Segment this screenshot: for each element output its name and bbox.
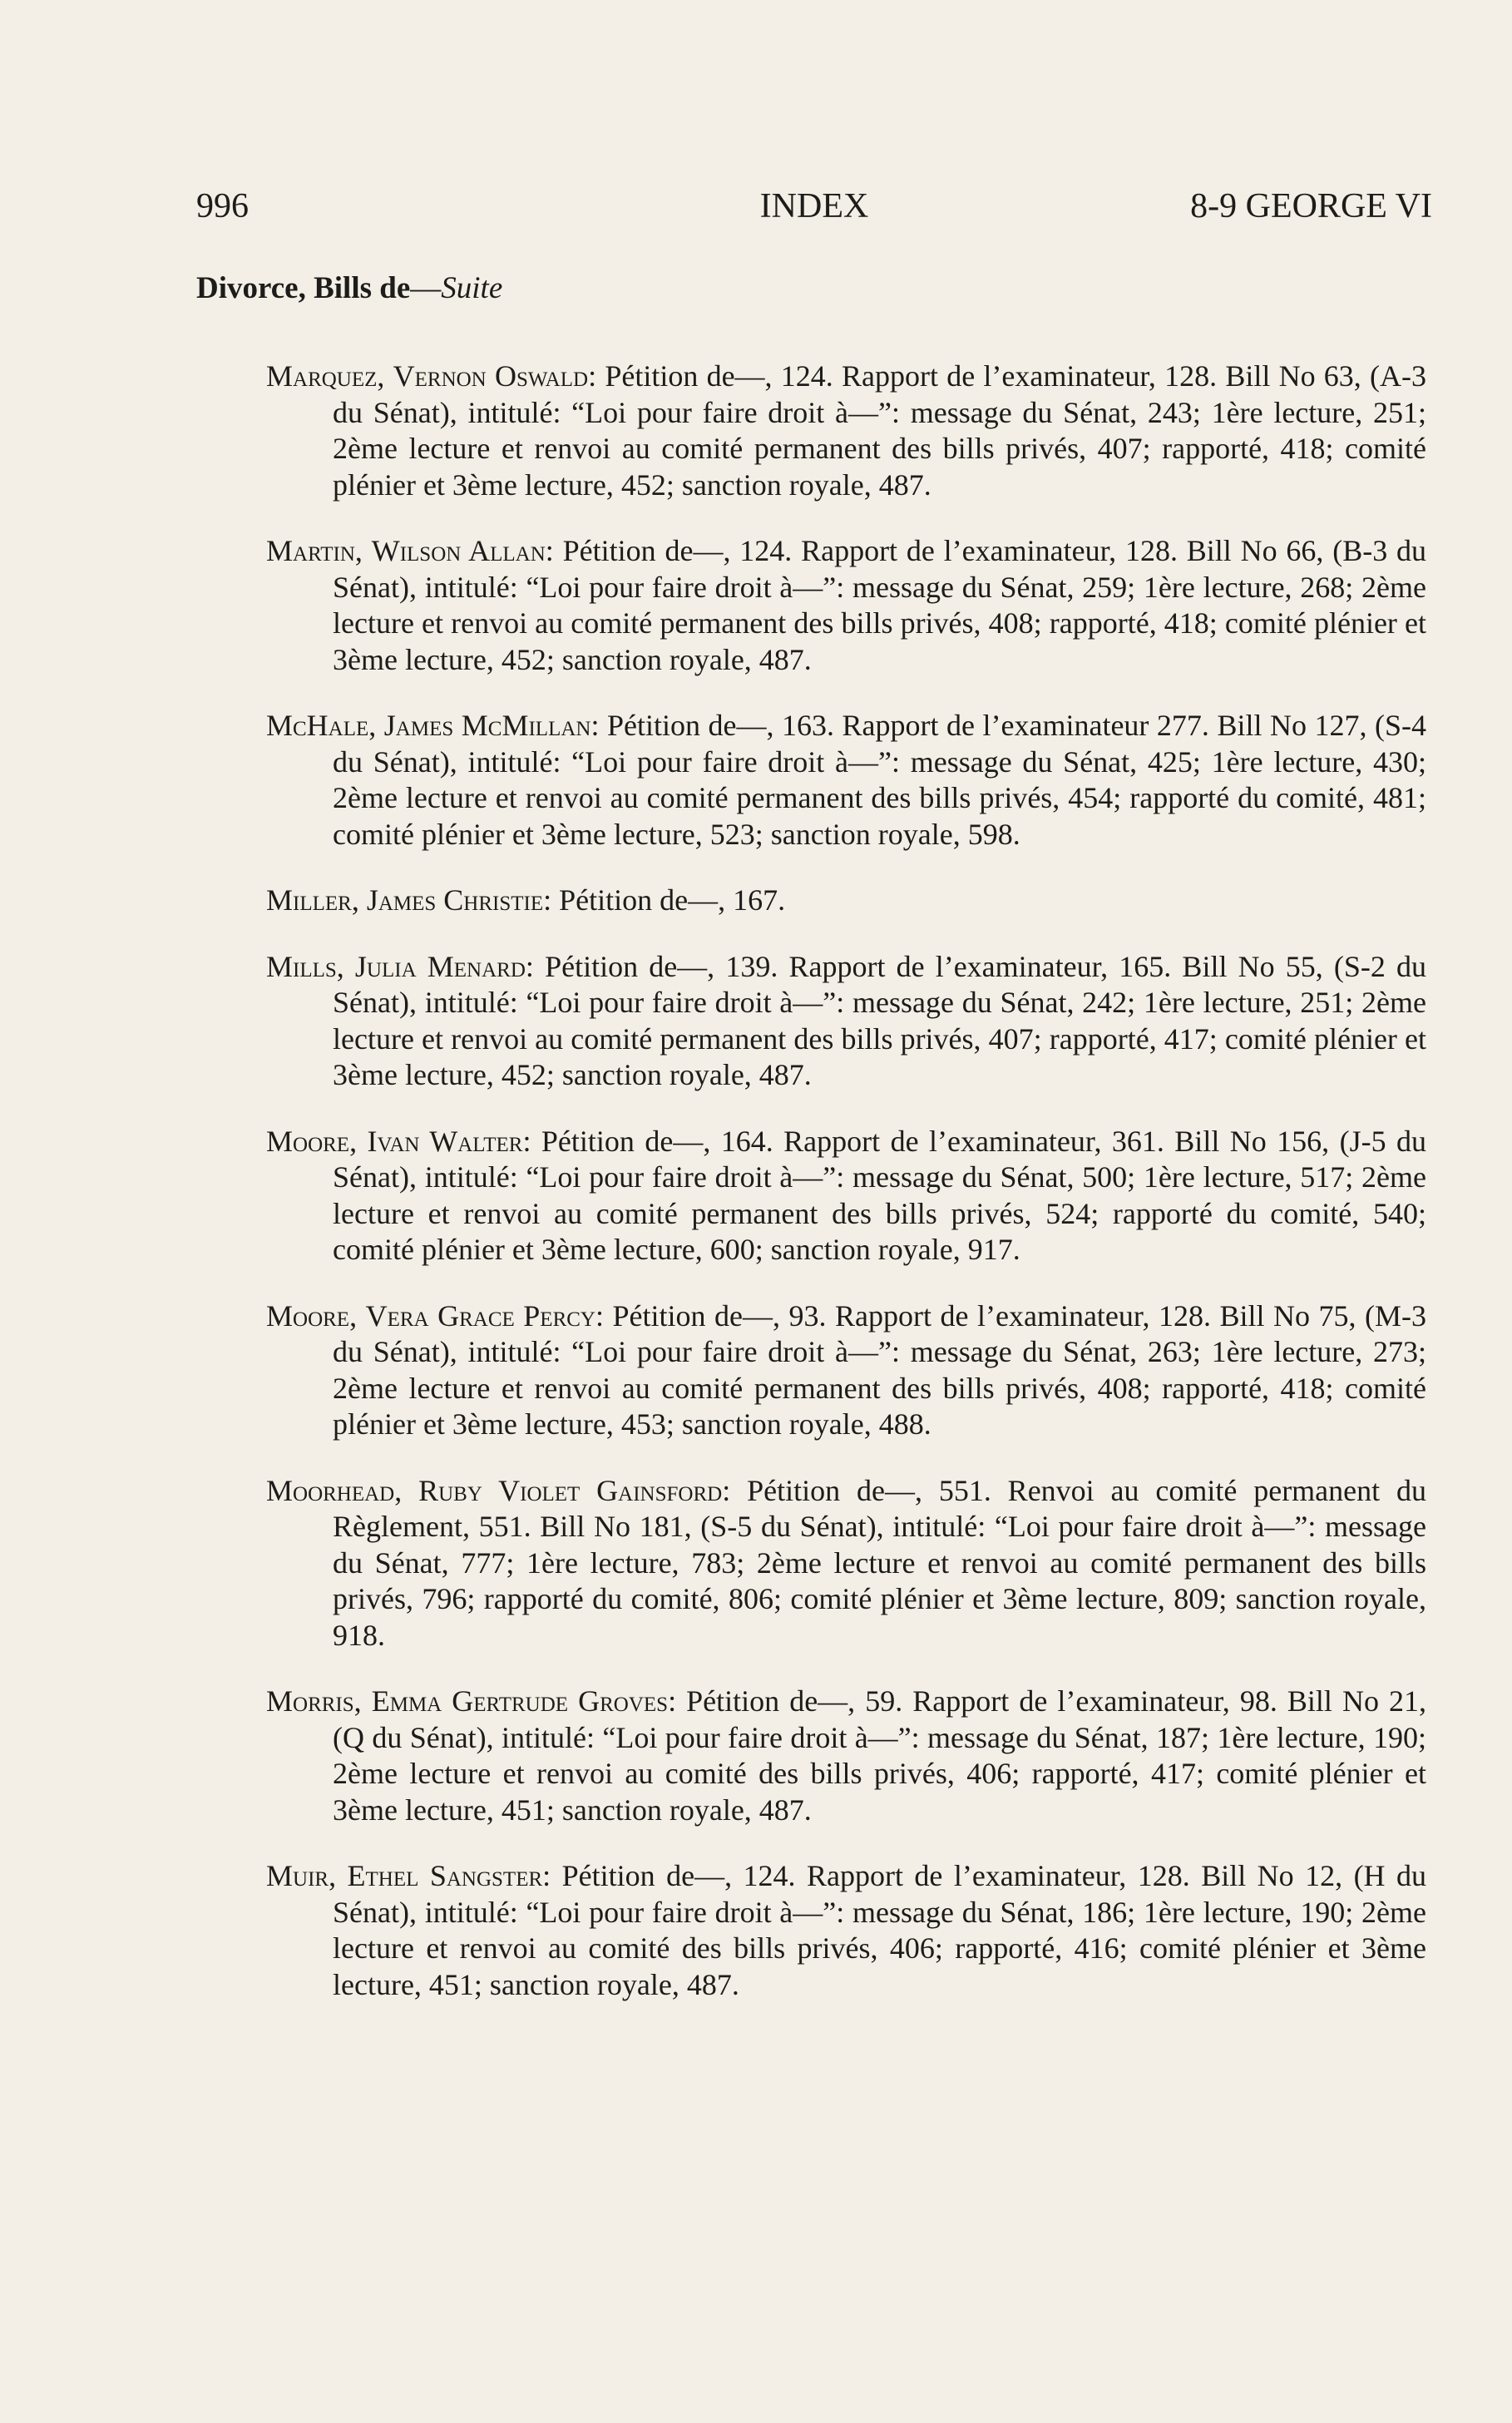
index-entry <box>266 708 1426 853</box>
page-number: 996 <box>196 187 249 225</box>
entry-colon: : <box>668 1684 677 1718</box>
entry-text: Pétition de—, 163. Rapport de l’examinateur 277. Bill No 127, (S-4 du Sénat), intitulé: “Loi pour faire droit à—”: message du Sénat, 425; 1ère lecture, 430; 2ème lecture et renvoi au comité permanent des bills privés, 454; rapporté du comité, 481; comité plénier et 3ème lecture, 523; sanction royale, 598. <box>333 709 1426 851</box>
entry-colon: : <box>545 534 554 567</box>
entry-surname: Martin, <box>266 534 363 567</box>
heading-dash: — <box>410 271 442 305</box>
index-entry <box>266 1473 1426 1654</box>
entry-surname: Moore, <box>266 1298 358 1333</box>
entry-surname: Marquez, <box>266 359 385 393</box>
section-heading <box>196 268 502 309</box>
entry-text: Pétition de—, 59. Rapport de l’examinateur, 98. Bill No 21, (Q du Sénat), intitulé: “Loi pour faire droit à—”: message du Sénat, 187; 1ère lecture, 190; 2ème lecture et renvoi au comité des bills privés, 406; rapporté, 417; comité plénier et 3ème lecture, 451; sanction royale, 487. <box>333 1684 1427 1827</box>
entry-given-names: Vera Grace Percy <box>365 1298 595 1333</box>
entry-given-names: Ethel Sangster <box>347 1859 543 1892</box>
entry-surname: Moorhead, <box>266 1473 403 1507</box>
index-entry <box>266 949 1426 1094</box>
entry-surname: Mills, <box>266 949 344 983</box>
index-entries <box>266 329 1426 2026</box>
index-entry <box>266 883 1426 919</box>
entry-surname: Moore, <box>266 1124 358 1158</box>
section-heading-main: Divorce, Bills de <box>196 271 411 305</box>
entry-text: Pétition de—, 93. Rapport de l’examinateur, 128. Bill No 75, (M-3 du Sénat), intitulé: “Loi pour faire droit à—”: message du Sénat, 263; 1ère lecture, 273; 2ème lecture et renvoi au comité permanent des bills privés, 408; rapporté, 418; comité plénier et 3ème lecture, 453; sanction royale, 488. <box>333 1298 1427 1441</box>
entry-given-names: James Christie <box>366 883 544 917</box>
entry-text: Pétition de—, 167. <box>559 883 786 917</box>
running-head <box>196 181 1432 231</box>
entry-text: Pétition de—, 124. Rapport de l’examinateur, 128. Bill No 63, (A-3 du Sénat), intitulé: “Loi pour faire droit à—”: message du Sénat, 243; 1ère lecture, 251; 2ème lecture et renvoi au comité permanent des bills privés, 407; rapporté, 418; comité plénier et 3ème lecture, 452; sanction royale, 487. <box>333 359 1427 502</box>
entry-colon: : <box>522 1124 531 1158</box>
index-entry <box>266 1858 1426 2003</box>
entry-given-names: Emma Gertrude Groves <box>371 1684 669 1718</box>
entry-text: Pétition de—, 124. Rapport de l’examinateur, 128. Bill No 66, (B-3 du Sénat), intitulé: “Loi pour faire droit à—”: message du Sénat, 259; 1ère lecture, 268; 2ème lecture et renvoi au comité permanent des bills privés, 408; rapporté, 418; comité plénier et 3ème lecture, 452; sanction royale, 487. <box>333 534 1427 676</box>
entry-given-names: Ivan Walter <box>367 1124 523 1158</box>
entry-surname: Muir, <box>266 1859 337 1892</box>
entry-colon: : <box>525 949 534 983</box>
entry-colon: : <box>543 883 552 917</box>
section-heading-suite: Suite <box>441 271 503 305</box>
index-entry <box>266 1124 1426 1268</box>
index-entry <box>266 1298 1426 1443</box>
entry-colon: : <box>542 1859 551 1892</box>
entry-colon: : <box>595 1298 604 1333</box>
entry-colon: : <box>722 1473 731 1507</box>
header-title: INDEX <box>759 187 869 225</box>
index-entry <box>266 533 1426 678</box>
entry-surname: McHale, <box>266 709 377 742</box>
entry-given-names: Wilson Allan <box>371 534 546 567</box>
entry-given-names: Julia Menard <box>354 949 526 983</box>
volume-label: 8-9 GEORGE VI <box>1190 187 1432 225</box>
entry-text: Pétition de—, 139. Rapport de l’examinateur, 165. Bill No 55, (S-2 du Sénat), intitulé: “Loi pour faire droit à—”: message du Sénat, 242; 1ère lecture, 251; 2ème lecture et renvoi au comité permanent des bills privés, 407; rapporté, 417; comité plénier et 3ème lecture, 452; sanction royale, 487. <box>333 949 1427 1091</box>
entry-text: Pétition de—, 124. Rapport de l’examinateur, 128. Bill No 12, (H du Sénat), intitulé: “Loi pour faire droit à—”: message du Sénat, 186; 1ère lecture, 190; 2ème lecture et renvoi au comité des bills privés, 406; rapporté, 416; comité plénier et 3ème lecture, 451; sanction royale, 487. <box>333 1859 1427 2001</box>
index-entry <box>266 1684 1426 1828</box>
index-entry <box>266 359 1426 503</box>
entry-given-names: Ruby Violet Gainsford <box>418 1473 723 1507</box>
entry-text: Pétition de—, 164. Rapport de l’examinateur, 361. Bill No 156, (J-5 du Sénat), intitulé: “Loi pour faire droit à—”: message du Sénat, 500; 1ère lecture, 517; 2ème lecture et renvoi au comité permanent des bills privés, 524; rapporté du comité, 540; comité plénier et 3ème lecture, 600; sanction royale, 917. <box>333 1124 1427 1266</box>
entry-surname: Morris, <box>266 1684 362 1718</box>
entry-surname: Miller, <box>266 883 359 917</box>
entry-colon: : <box>588 359 597 393</box>
entry-given-names: James McMillan <box>383 709 591 742</box>
entry-given-names: Vernon Oswald <box>393 359 589 393</box>
entry-colon: : <box>590 709 600 742</box>
entry-text: Pétition de—, 551. Renvoi au comité permanent du Règlement, 551. Bill No 181, (S-5 du Sénat), intitulé: “Loi pour faire droit à—”: message du Sénat, 777; 1ère lecture, 783; 2ème lecture et renvoi au comité permanent des bills privés, 796; rapporté du comité, 806; comité plénier et 3ème lecture, 809; sanction royale, 918. <box>333 1473 1427 1652</box>
